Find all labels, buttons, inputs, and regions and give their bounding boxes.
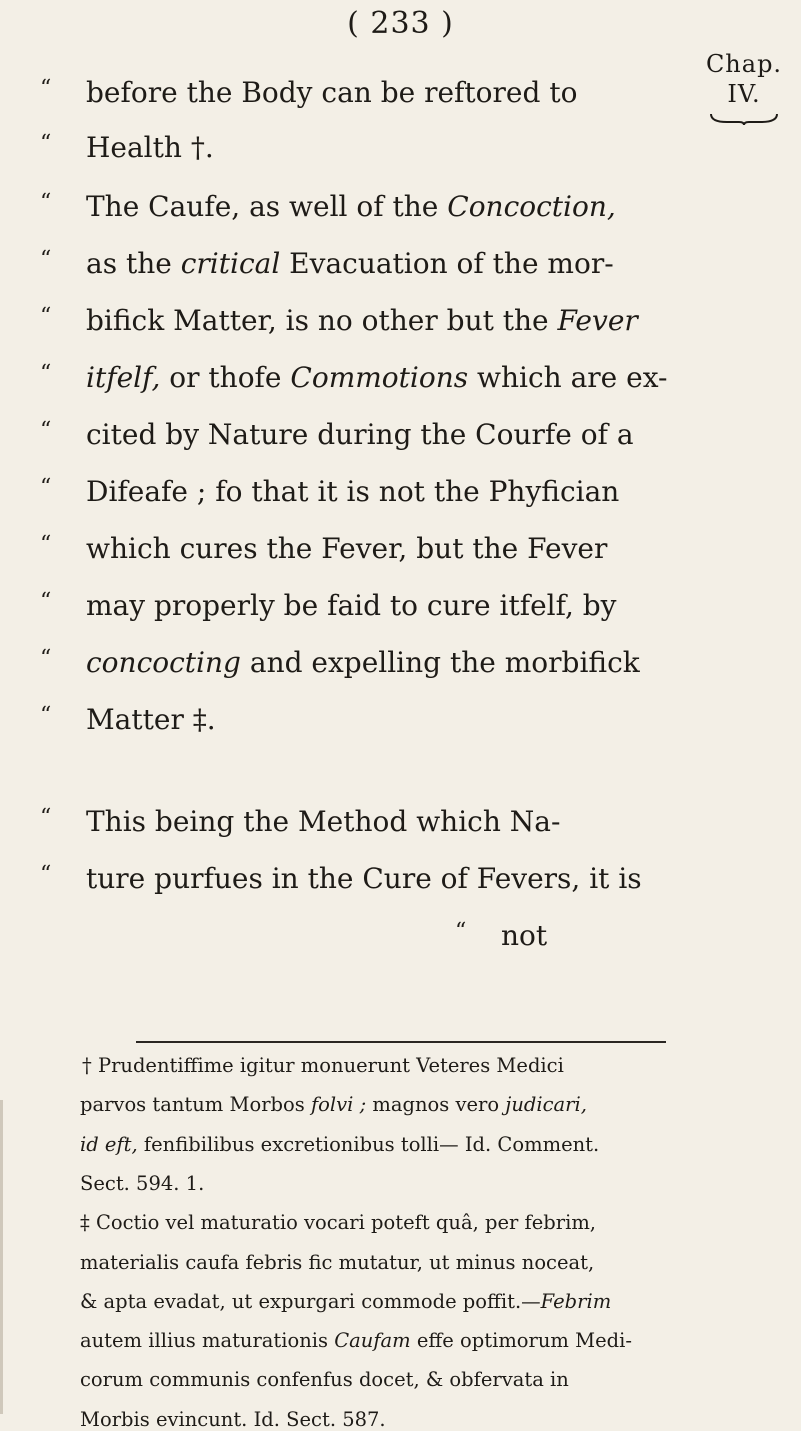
chapter-label: Chap. [705,50,783,78]
text-line [40,76,577,109]
text-line [40,646,640,679]
footnote-text: effe optimorum Medi- [410,1329,632,1353]
footnote-line [80,1093,587,1116]
page-number: ( 233 ) [347,6,454,41]
line-text: as the [86,247,181,280]
text-line [40,703,216,736]
footnote-text: Sect. 594. 1. [80,1171,205,1195]
line-text: Evacuation of the mor- [280,247,614,280]
line-text: Difeafe ; fo that it is not the Phyfician [86,475,620,508]
line-text: Health †. [86,131,214,164]
italic-text: folvi ; [310,1093,367,1117]
line-text: The Caufe, as well of the [86,190,448,223]
text-line [40,361,667,394]
text-line [40,247,614,280]
open-quote: “ [40,646,52,671]
italic-text: Caufam [334,1329,411,1353]
open-quote: “ [40,361,52,386]
italic-text: Febrim [540,1289,612,1313]
line-text: may properly be faid to cure itfelf, by [86,589,617,622]
italic-text: Concoction, [447,190,616,223]
chapter-marginal-heading [690,50,798,126]
footnote-line [80,1172,204,1195]
footnote-line [80,1368,569,1391]
footnote-text: fenfibilibus excretionibus tolli— Id. Comment. [137,1132,600,1156]
open-quote: “ [40,304,52,329]
footnote-line [80,1329,632,1352]
text-line [40,589,617,622]
text-line [40,475,619,508]
footnote-text: magnos vero [366,1093,506,1117]
footnote-line [80,1133,599,1156]
open-quote: “ [40,76,52,101]
footnote-text: & apta evadat, ut expurgari commode poffit.— [80,1289,541,1313]
italic-text: concocting [86,646,241,679]
line-text: not [501,919,548,952]
italic-text: judicari, [505,1093,587,1117]
footnote-line [82,1054,564,1077]
text-line [40,862,642,895]
footnote-text: ‡ Coctio vel maturatio vocari poteft quâ, per febrim, [80,1211,597,1235]
bracket-ornament-icon [709,112,779,126]
open-quote: “ [40,131,52,156]
open-quote: “ [40,703,52,728]
text-line [455,919,547,952]
text-line [40,304,638,337]
line-text: which cures the Fever, but the Fever [86,532,608,565]
text-line [40,532,607,565]
italic-text: Commotions [290,361,469,394]
line-text: Matter ‡. [86,703,216,736]
footnote-line [80,1408,386,1431]
footnote-text: materialis caufa febris fic mutatur, ut minus noceat, [80,1250,595,1274]
footnote-text: † Prudentiffime igitur monuerunt Veteres Medici [82,1054,564,1077]
page-edge-shadow [0,1100,3,1414]
footnote-divider [136,1041,666,1043]
open-quote: “ [40,190,52,215]
footnote-text: parvos tantum Morbos [80,1093,311,1117]
line-text: cited by Nature during the Courfe of a [86,418,634,451]
open-quote: “ [40,475,52,500]
footnote-text: autem illius maturationis [80,1329,335,1353]
line-text: bifick Matter, is no other but the [86,304,558,337]
text-line [40,131,214,164]
text-line [40,190,616,223]
open-quote: “ [40,805,52,830]
italic-text: id eft, [80,1132,138,1156]
italic-text: itfelf, [86,361,161,394]
italic-text: critical [180,247,281,280]
open-quote: “ [455,919,467,944]
open-quote: “ [40,589,52,614]
footnote-line [80,1211,596,1234]
open-quote: “ [40,862,52,887]
open-quote: “ [40,418,52,443]
line-text: This being the Method which Na- [86,805,561,838]
line-text: ture purfues in the Cure of Fevers, it is [86,862,642,895]
line-text: and expelling the morbifick [240,646,640,679]
line-text: which are ex- [468,361,668,394]
italic-text: Fever [557,304,638,337]
text-line [40,805,560,838]
footnote-text: corum communis confenfus docet, & obfervata in [80,1368,569,1392]
footnote-line [80,1290,611,1313]
open-quote: “ [40,532,52,557]
chapter-number: IV. [727,80,761,108]
open-quote: “ [40,247,52,272]
footnote-text: Morbis evincunt. Id. Sect. 587. [80,1407,386,1431]
footnote-line [80,1251,594,1274]
text-line [40,418,634,451]
line-text: or thofe [160,361,291,394]
line-text: before the Body can be reftored to [86,76,578,109]
